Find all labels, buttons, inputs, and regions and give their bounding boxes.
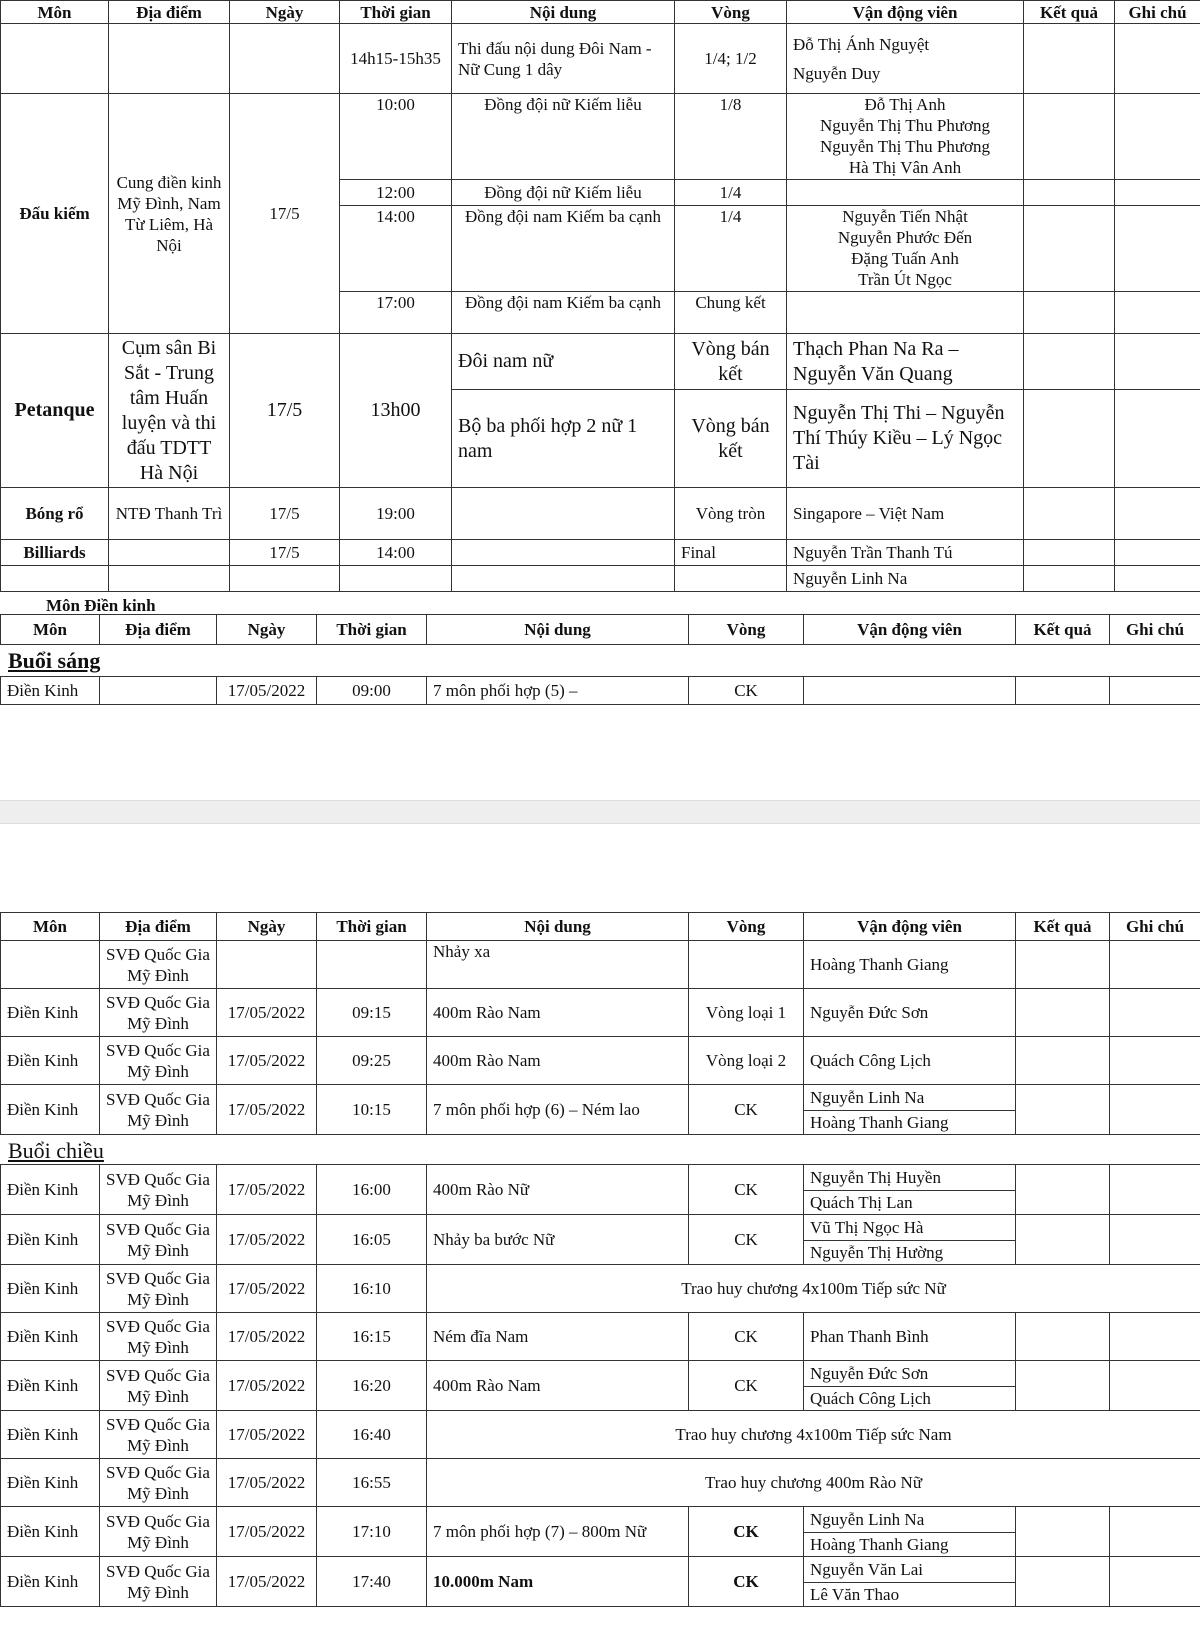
content-cell: Đồng đội nữ Kiếm liễu	[452, 180, 675, 206]
athletes-cell: Thạch Phan Na Ra – Nguyễn Văn Quang	[787, 334, 1024, 390]
athletics-morning-table	[0, 614, 1200, 705]
table-row	[1, 677, 1200, 705]
table-row	[1, 1361, 1200, 1387]
note-cell	[1110, 1165, 1200, 1215]
content-cell: Nhảy xa	[427, 941, 689, 989]
athlete-name: Nguyễn Linh Na	[804, 1085, 1016, 1111]
header-round: Vòng	[689, 913, 804, 941]
sport-cell: Billiards	[1, 540, 109, 566]
athlete-name: Nguyễn Thị Hường	[804, 1241, 1016, 1265]
athletics-section-title: Môn Điền kinh	[46, 596, 156, 615]
time-cell: 17:40	[317, 1557, 427, 1607]
athlete-name: Nguyễn Thị Thu Phương	[819, 116, 991, 135]
header-result: Kết quả	[1024, 1, 1115, 24]
table-row	[1, 1507, 1200, 1533]
header-date: Ngày	[230, 1, 340, 24]
date-cell: 17/05/2022	[217, 1557, 317, 1607]
table-row	[1, 1037, 1200, 1085]
athlete-name: Nguyễn Tiến Nhật	[842, 207, 968, 226]
sport-cell: Điền Kinh	[1, 1459, 100, 1507]
athlete-name: Nguyễn Thị Huyền	[804, 1165, 1016, 1191]
sport-cell: Petanque	[1, 334, 109, 488]
content-cell: 7 môn phối hợp (6) – Ném lao	[427, 1085, 689, 1135]
header-athletes: Vận động viên	[787, 1, 1024, 24]
result-cell	[1016, 1361, 1110, 1411]
time-cell: 14:00	[340, 540, 452, 566]
table-row	[1, 941, 1200, 989]
result-cell	[1016, 1037, 1110, 1085]
result-cell	[1016, 1215, 1110, 1265]
athlete-name: Nguyễn Thị Thu Phương	[819, 137, 991, 156]
venue-cell: SVĐ Quốc Gia Mỹ Đình	[100, 989, 217, 1037]
time-cell: 17:10	[317, 1507, 427, 1557]
header-time: Thời gian	[340, 1, 452, 24]
athlete-name: Quách Công Lịch	[804, 1037, 1016, 1085]
table-row	[1, 334, 1200, 390]
result-cell	[1016, 1507, 1110, 1557]
time-cell	[317, 941, 427, 989]
sport-cell: Đấu kiếm	[1, 94, 109, 334]
round-cell: CK	[689, 677, 804, 705]
athlete-name: Hoàng Thanh Giang	[804, 941, 1016, 989]
header-venue: Địa điểm	[109, 1, 230, 24]
content-cell: Ném đĩa Nam	[427, 1313, 689, 1361]
content-cell: Thi đấu nội dung Đôi Nam - Nữ Cung 1 dây	[452, 24, 675, 94]
date-cell: 17/5	[230, 540, 340, 566]
table-row	[1, 1215, 1200, 1241]
athletes-cell	[787, 24, 1024, 94]
award-ceremony-cell: Trao huy chương 400m Rào Nữ	[427, 1459, 1200, 1507]
table-row	[1, 1557, 1200, 1583]
athlete-name: Nguyễn Đức Sơn	[804, 989, 1016, 1037]
header-round: Vòng	[675, 1, 787, 24]
time-cell: 12:00	[340, 180, 452, 206]
sport-cell: Điền Kinh	[1, 1215, 100, 1265]
sport-cell: Điền Kinh	[1, 1265, 100, 1313]
sport-cell: Điền Kinh	[1, 989, 100, 1037]
round-cell: 1/4	[675, 206, 787, 292]
round-cell: 1/4	[675, 180, 787, 206]
round-cell: CK	[689, 1215, 804, 1265]
table-row	[1, 1313, 1200, 1361]
time-cell: 16:20	[317, 1361, 427, 1411]
note-cell	[1110, 1507, 1200, 1557]
round-cell: CK	[689, 1361, 804, 1411]
result-cell	[1016, 989, 1110, 1037]
sport-cell: Điền Kinh	[1, 1165, 100, 1215]
athlete-name: Hoàng Thanh Giang	[804, 1533, 1016, 1557]
time-cell: 16:05	[317, 1215, 427, 1265]
award-ceremony-cell: Trao huy chương 4x100m Tiếp sức Nam	[427, 1411, 1200, 1459]
content-cell: Đồng đội nữ Kiếm liễu	[452, 94, 675, 180]
header-result: Kết quả	[1016, 913, 1110, 941]
athlete-name: Trần Út Ngọc	[858, 270, 952, 289]
table-row	[1, 1265, 1200, 1313]
session-spacer	[1, 1135, 1200, 1165]
venue-cell: SVĐ Quốc Gia Mỹ Đình	[100, 1557, 217, 1607]
time-cell: 16:15	[317, 1313, 427, 1361]
round-cell: CK	[689, 1507, 804, 1557]
note-cell	[1110, 1085, 1200, 1135]
date-cell: 17/05/2022	[217, 1459, 317, 1507]
sport-cell: Điền Kinh	[1, 1037, 100, 1085]
athlete-name: Nguyễn Đức Sơn	[804, 1361, 1016, 1387]
session-row	[1, 645, 1200, 677]
date-cell: 17/05/2022	[217, 677, 317, 705]
athlete-name: Phan Thanh Bình	[804, 1313, 1016, 1361]
round-cell: CK	[689, 1313, 804, 1361]
header-date: Ngày	[217, 913, 317, 941]
table-row	[1, 488, 1200, 540]
venue-cell: SVĐ Quốc Gia Mỹ Đình	[100, 1411, 217, 1459]
athlete-name: Nguyễn Duy	[793, 63, 881, 83]
athletics-detail-table	[0, 912, 1200, 1607]
note-cell	[1110, 941, 1200, 989]
venue-cell: SVĐ Quốc Gia Mỹ Đình	[100, 1459, 217, 1507]
time-cell: 16:10	[317, 1265, 427, 1313]
content-cell: 400m Rào Nam	[427, 989, 689, 1037]
athletes-cell: Nguyễn Thị Thi – Nguyễn Thí Thúy Kiều – Lý Ngọc Tài	[787, 390, 1024, 488]
header-note: Ghi chú	[1115, 1, 1200, 24]
venue-cell: NTĐ Thanh Trì	[109, 488, 230, 540]
round-cell: Vòng tròn	[675, 488, 787, 540]
header-sport: Môn	[1, 615, 100, 645]
result-cell	[1016, 1085, 1110, 1135]
athlete-name: Nguyễn Linh Na	[804, 1507, 1016, 1533]
date-cell: 17/5	[230, 334, 340, 488]
athlete-name: Đặng Tuấn Anh	[851, 249, 959, 268]
sport-cell: Bóng rổ	[1, 488, 109, 540]
content-cell: 10.000m Nam	[427, 1557, 689, 1607]
header-venue: Địa điểm	[100, 615, 217, 645]
header-sport: Môn	[1, 913, 100, 941]
date-cell: 17/05/2022	[217, 1507, 317, 1557]
sport-cell	[1, 941, 100, 989]
time-cell: 16:55	[317, 1459, 427, 1507]
header-venue: Địa điểm	[100, 913, 217, 941]
date-cell: 17/05/2022	[217, 1215, 317, 1265]
time-cell: 09:25	[317, 1037, 427, 1085]
note-cell	[1110, 1037, 1200, 1085]
note-cell	[1110, 1361, 1200, 1411]
note-cell	[1110, 1215, 1200, 1265]
sport-cell: Điền Kinh	[1, 1507, 100, 1557]
venue-cell: SVĐ Quốc Gia Mỹ Đình	[100, 1265, 217, 1313]
date-cell: 17/05/2022	[217, 1411, 317, 1459]
sport-cell: Điền Kinh	[1, 1557, 100, 1607]
round-cell: 1/8	[675, 94, 787, 180]
venue-cell: SVĐ Quốc Gia Mỹ Đình	[100, 941, 217, 989]
athletes-cell	[787, 206, 1024, 292]
table-row	[1, 989, 1200, 1037]
content-cell: Bộ ba phối hợp 2 nữ 1 nam	[452, 390, 675, 488]
result-cell	[1016, 1313, 1110, 1361]
time-cell: 10:00	[340, 94, 452, 180]
session-row	[1, 1135, 1200, 1165]
page-break	[0, 800, 1200, 824]
schedule-table-main	[0, 0, 1200, 592]
date-cell: 17/05/2022	[217, 1361, 317, 1411]
athletes-cell: Singapore – Việt Nam	[787, 488, 1024, 540]
athlete-name: Nguyễn Trần Thanh Tú	[787, 540, 1024, 566]
header-time: Thời gian	[317, 615, 427, 645]
athlete-name: Đỗ Thị Ánh Nguyệt	[793, 34, 930, 54]
date-cell: 17/5	[230, 488, 340, 540]
content-cell: 7 môn phối hợp (7) – 800m Nữ	[427, 1507, 689, 1557]
venue-cell: SVĐ Quốc Gia Mỹ Đình	[100, 1037, 217, 1085]
table-row	[1, 1165, 1200, 1191]
round-cell: Vòng bán kết	[675, 390, 787, 488]
athlete-name: Hoàng Thanh Giang	[804, 1111, 1016, 1135]
venue-cell: Cụm sân Bi Sắt - Trung tâm Huấn luyện và thi đấu TDTT Hà Nội	[109, 334, 230, 488]
venue-cell: SVĐ Quốc Gia Mỹ Đình	[100, 1085, 217, 1135]
header-note: Ghi chú	[1110, 913, 1200, 941]
header-round: Vòng	[689, 615, 804, 645]
venue-cell: SVĐ Quốc Gia Mỹ Đình	[100, 1313, 217, 1361]
header-note: Ghi chú	[1110, 615, 1200, 645]
date-cell: 17/05/2022	[217, 1265, 317, 1313]
date-cell: 17/05/2022	[217, 1037, 317, 1085]
round-cell: Chung kết	[675, 292, 787, 334]
date-cell: 17/05/2022	[217, 1313, 317, 1361]
content-cell: Đồng đội nam Kiếm ba cạnh	[452, 292, 675, 334]
athlete-name: Đỗ Thị Anh	[864, 95, 946, 114]
table-row	[1, 540, 1200, 566]
sport-cell: Điền Kinh	[1, 677, 100, 705]
time-cell: 14h15-15h35	[340, 24, 452, 94]
round-cell: Final	[675, 540, 787, 566]
session-afternoon-label: Buổi chiều	[8, 1138, 104, 1163]
date-cell	[217, 941, 317, 989]
athlete-name: Nguyễn Văn Lai	[804, 1557, 1016, 1583]
round-cell	[689, 941, 804, 989]
session-morning-label: Buổi sáng	[8, 648, 101, 673]
header-time: Thời gian	[317, 913, 427, 941]
venue-cell: Cung điền kinh Mỹ Đình, Nam Từ Liêm, Hà Nội	[109, 94, 230, 334]
table-header-row	[1, 615, 1200, 645]
table-row	[1, 24, 1200, 94]
date-cell: 17/05/2022	[217, 1085, 317, 1135]
note-cell	[1110, 1313, 1200, 1361]
date-cell: 17/5	[230, 94, 340, 334]
round-cell: 1/4; 1/2	[675, 24, 787, 94]
header-content: Nội dung	[427, 615, 689, 645]
result-cell	[1016, 941, 1110, 989]
table-row	[1, 1085, 1200, 1111]
time-cell: 13h00	[340, 334, 452, 488]
sport-cell: Điền Kinh	[1, 1361, 100, 1411]
header-content: Nội dung	[427, 913, 689, 941]
content-cell: 7 môn phối hợp (5) –	[427, 677, 689, 705]
date-cell: 17/05/2022	[217, 1165, 317, 1215]
round-cell: Vòng loại 1	[689, 989, 804, 1037]
sport-cell: Điền Kinh	[1, 1411, 100, 1459]
round-cell: CK	[689, 1085, 804, 1135]
content-cell: Đồng đội nam Kiếm ba cạnh	[452, 206, 675, 292]
content-cell: Nhảy ba bước Nữ	[427, 1215, 689, 1265]
time-cell: 09:00	[317, 677, 427, 705]
content-cell: Đôi nam nữ	[452, 334, 675, 390]
round-cell: Vòng loại 2	[689, 1037, 804, 1085]
table-header-row	[1, 1, 1200, 24]
table-header-row	[1, 913, 1200, 941]
date-cell: 17/05/2022	[217, 989, 317, 1037]
result-cell	[1016, 1557, 1110, 1607]
content-cell: 400m Rào Nam	[427, 1037, 689, 1085]
athlete-name: Quách Công Lịch	[804, 1387, 1016, 1411]
athlete-name: Nguyễn Linh Na	[787, 566, 1024, 592]
header-result: Kết quả	[1016, 615, 1110, 645]
header-sport: Môn	[1, 1, 109, 24]
header-athletes: Vận động viên	[804, 913, 1016, 941]
sport-cell: Điền Kinh	[1, 1313, 100, 1361]
round-cell: Vòng bán kết	[675, 334, 787, 390]
athlete-name: Vũ Thị Ngọc Hà	[804, 1215, 1016, 1241]
time-cell: 19:00	[340, 488, 452, 540]
time-cell: 16:00	[317, 1165, 427, 1215]
time-cell: 17:00	[340, 292, 452, 334]
round-cell: CK	[689, 1165, 804, 1215]
note-cell	[1110, 1557, 1200, 1607]
note-cell	[1110, 989, 1200, 1037]
table-row	[1, 94, 1200, 180]
athletes-cell	[787, 94, 1024, 180]
sport-cell: Điền Kinh	[1, 1085, 100, 1135]
table-row	[1, 566, 1200, 592]
content-cell: 400m Rào Nữ	[427, 1165, 689, 1215]
header-content: Nội dung	[452, 1, 675, 24]
venue-cell: SVĐ Quốc Gia Mỹ Đình	[100, 1165, 217, 1215]
header-athletes: Vận động viên	[804, 615, 1016, 645]
time-cell: 14:00	[340, 206, 452, 292]
result-cell	[1016, 1165, 1110, 1215]
time-cell: 16:40	[317, 1411, 427, 1459]
time-cell: 09:15	[317, 989, 427, 1037]
table-row	[1, 1459, 1200, 1507]
round-cell: CK	[689, 1557, 804, 1607]
time-cell: 10:15	[317, 1085, 427, 1135]
athlete-name: Quách Thị Lan	[804, 1191, 1016, 1215]
athlete-name: Nguyễn Phước Đến	[837, 228, 973, 247]
venue-cell: SVĐ Quốc Gia Mỹ Đình	[100, 1215, 217, 1265]
venue-cell: SVĐ Quốc Gia Mỹ Đình	[100, 1361, 217, 1411]
venue-cell: SVĐ Quốc Gia Mỹ Đình	[100, 1507, 217, 1557]
athlete-name: Lê Văn Thao	[804, 1583, 1016, 1607]
athlete-name: Hà Thị Vân Anh	[848, 158, 962, 177]
award-ceremony-cell: Trao huy chương 4x100m Tiếp sức Nữ	[427, 1265, 1200, 1313]
header-date: Ngày	[217, 615, 317, 645]
table-row	[1, 1411, 1200, 1459]
content-cell: 400m Rào Nam	[427, 1361, 689, 1411]
